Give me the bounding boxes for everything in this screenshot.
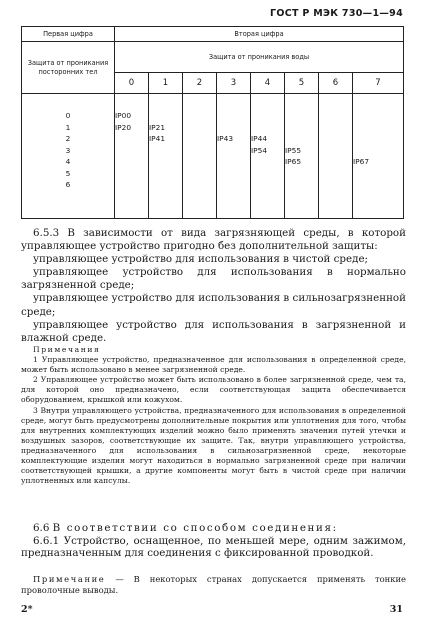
table-cell [353,133,403,145]
table-cell [353,110,403,122]
table-cell [251,122,284,134]
signature-mark: 2* [21,604,33,615]
table-cell [353,145,403,157]
notes-title: Примечания [33,345,101,354]
column-5 [285,94,319,219]
column-header: 4 [251,73,285,94]
document-header: ГОСТ Р МЭК 730—1—94 [269,8,403,19]
notes-block [21,345,406,486]
table-cell: IP65 [285,157,302,166]
column-header: 3 [217,73,251,94]
paragraph: управляющее устройство для использования в чистой среде; [33,253,369,266]
column-header: 1 [149,73,183,94]
table-cell [217,122,250,134]
column-header: 5 [285,73,319,94]
table-cell [285,110,318,122]
table-cell: 1 [65,122,71,132]
first-digit-column [22,94,115,219]
note-paragraph [21,574,406,596]
table-cell [251,110,284,122]
column-0 [115,94,149,219]
table-cell: IP55 [285,145,302,155]
section-number: 6.6 [33,522,50,534]
paragraph: 6.6.1 Устройство, оснащенное, по меньшей мере, одним зажимом, предназначенным для соединения с фиксированной проводкой. [21,534,406,560]
column-3 [217,94,251,219]
table-cell: IP21 [149,122,166,132]
section-6-5-3 [21,227,406,345]
column-header: 7 [353,73,404,94]
note-item: 3 Внутри управляющего устройства, предназначенного для использования в определенной среде, могут быть предусмотрены дополнительные покрытия или уплотнения для того, чтобы для внутренних комплектующих изделий можно было применять значения путей утечки и воздушных зазоров, соответствующие их защите. Так, внутри управляющего устройства, предназначенного для использования в сильнозагрязненной среде, некоторые комплектующие изделия могут находиться в нормально загрязненной среде при наличии соответствующей крышки, а другие компоненты могут быть в чистой среде при наличии уплотненных или капсулы. [21,405,406,486]
table-cell: IP20 [115,122,132,132]
column-1 [149,94,183,219]
table-cell: 0 [65,111,71,120]
table-cell [285,122,318,134]
foreign-bodies-header: Защита от проникания посторонних тел [22,42,115,94]
note-item: 2 Управляющее устройство может быть использовано в более загрязненной среде, чем та, для которой оно предназначено, если соответствующая защита обеспечивается оборудованием, крышкой или кожухом. [21,375,406,405]
section-6-6 [21,522,406,560]
table-cell [353,122,403,134]
table-cell: 5 [65,168,71,178]
table-cell [149,110,182,122]
column-2 [183,94,217,219]
table-cell: IP67 [353,157,370,166]
section-heading [21,522,406,535]
paragraph: управляющее устройство для использования в нормально загрязненной среде; [21,266,406,292]
column-7 [353,94,404,219]
note-item: 1 Управляющее устройство, предназначенное для использования в определенной среде, может быть использовано в менее загрязненной среде. [21,355,406,375]
note-text: — В некоторых странах допускается применять тонкие проволочные выводы. [21,574,406,595]
table-cell: IP43 [217,134,234,143]
first-digit-header: Первая цифра [22,27,115,42]
table-cell: IP00 [115,111,132,120]
paragraph: управляющее устройство для использования в сильнозагрязненной среде; [21,292,406,318]
table-cell: 2 [65,134,71,143]
note-block [21,574,406,596]
note-label: Примечание [33,574,106,584]
table-cell [217,110,250,122]
table-cell: IP41 [149,134,166,143]
section-title: В соответствии со способом соединения: [52,522,338,534]
column-header: 6 [319,73,353,94]
second-digit-header: Вторая цифра [115,27,404,42]
water-protection-header: Защита от проникания воды [115,42,404,73]
column-header: 2 [183,73,217,94]
paragraph: управляющее устройство для использования в загрязненной и влажной среде. [21,318,406,344]
column-6 [319,94,353,219]
table-cell [285,133,318,145]
table-cell: 6 [65,180,71,189]
paragraph: 6.5.3 В зависимости от вида загрязняющей среды, в которой управляющее устройство пригодно без дополнительной защиты: [21,227,406,253]
table-cell: IP44 [251,134,268,143]
table-cell: 4 [65,157,71,166]
page-number: 31 [389,604,403,615]
table-cell: IP54 [251,145,268,155]
column-header: 0 [115,73,149,94]
ip-code-table [21,26,404,219]
column-4 [251,94,285,219]
table-cell: 3 [65,145,71,155]
